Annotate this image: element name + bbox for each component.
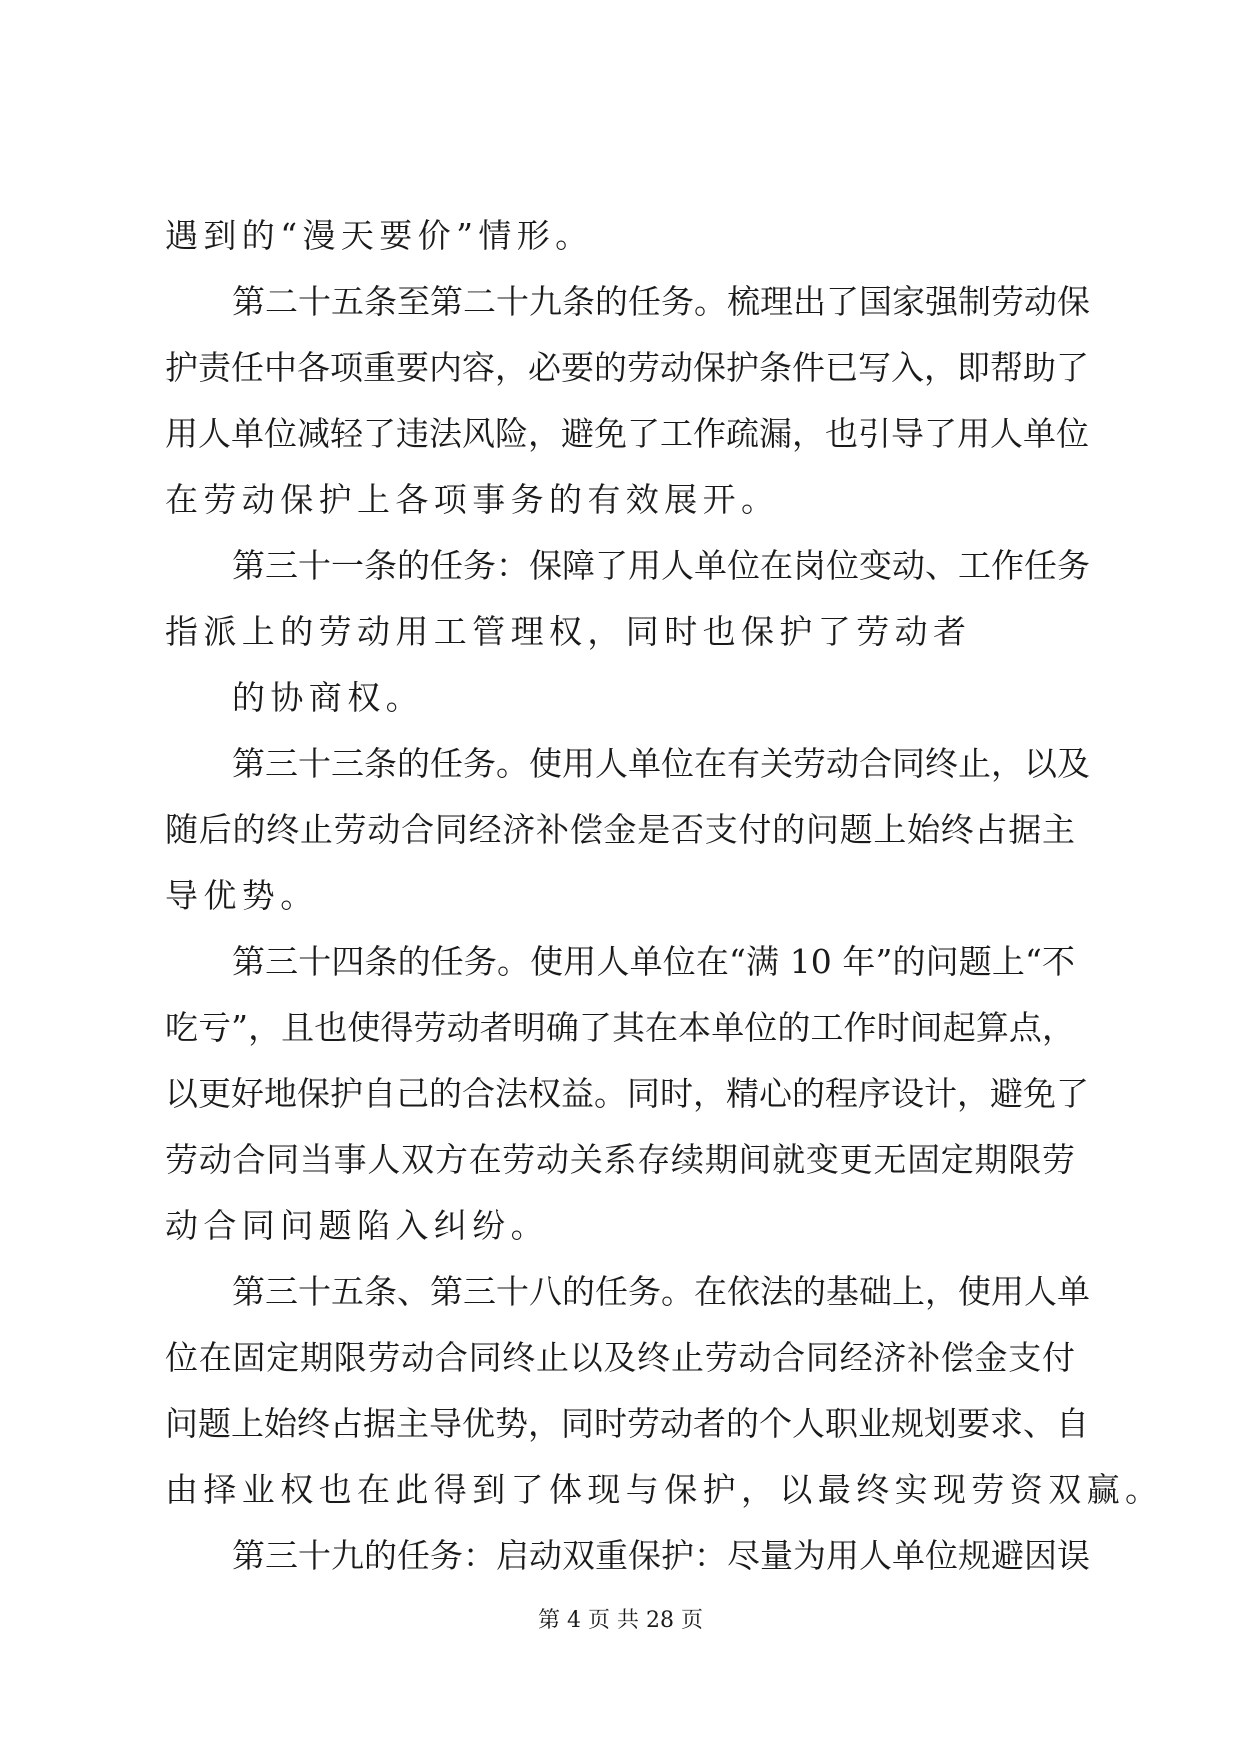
text-line: 第三十四条的任务。使用人单位在“满 10 年”的问题上“不 (232, 942, 1075, 981)
text-line: 第二十五条至第二十九条的任务。梳理出了国家强制劳动保 (232, 282, 1090, 321)
text-line: 导优势。 (165, 876, 319, 915)
page-number-footer: 第 4 页 共 28 页 (538, 1608, 703, 1633)
text-line: 吃亏”，且也使得劳动者明确了其在本单位的工作时间起算点， (165, 1008, 1075, 1047)
text-line: 第三十一条的任务：保障了用人单位在岗位变动、工作任务 (232, 546, 1090, 585)
text-line: 的协商权。 (232, 678, 424, 717)
text-line: 在劳动保护上各项事务的有效展开。 (165, 480, 780, 519)
text-line: 动合同问题陷入纠纷。 (165, 1206, 549, 1245)
text-line: 位在固定期限劳动合同终止以及终止劳动合同经济补偿金支付 (165, 1338, 1075, 1377)
text-line: 随后的终止劳动合同经济补偿金是否支付的问题上始终占据主 (165, 810, 1075, 849)
text-line: 指派上的劳动用工管理权，同时也保护了劳动者 (165, 612, 972, 651)
text-line: 以更好地保护自己的合法权益。同时，精心的程序设计，避免了 (165, 1074, 1089, 1113)
text-line: 由择业权也在此得到了体现与保护，以最终实现劳资双赢。 (165, 1470, 1164, 1509)
text-line: 用人单位减轻了违法风险，避免了工作疏漏，也引导了用人单位 (165, 414, 1089, 453)
text-line: 劳动合同当事人双方在劳动关系存续期间就变更无固定期限劳 (165, 1140, 1075, 1179)
text-line: 护责任中各项重要内容，必要的劳动保护条件已写入，即帮助了 (165, 348, 1089, 387)
text-line: 遇到的“漫天要价”情形。 (165, 216, 594, 255)
text-line: 第三十三条的任务。使用人单位在有关劳动合同终止，以及 (232, 744, 1090, 783)
body-text (165, 203, 1164, 1589)
text-line: 第三十九的任务：启动双重保护：尽量为用人单位规避因误 (232, 1536, 1090, 1575)
text-line: 问题上始终占据主导优势，同时劳动者的个人职业规划要求、自 (165, 1404, 1089, 1443)
text-line: 第三十五条、第三十八的任务。在依法的基础上，使用人单 (232, 1272, 1090, 1311)
